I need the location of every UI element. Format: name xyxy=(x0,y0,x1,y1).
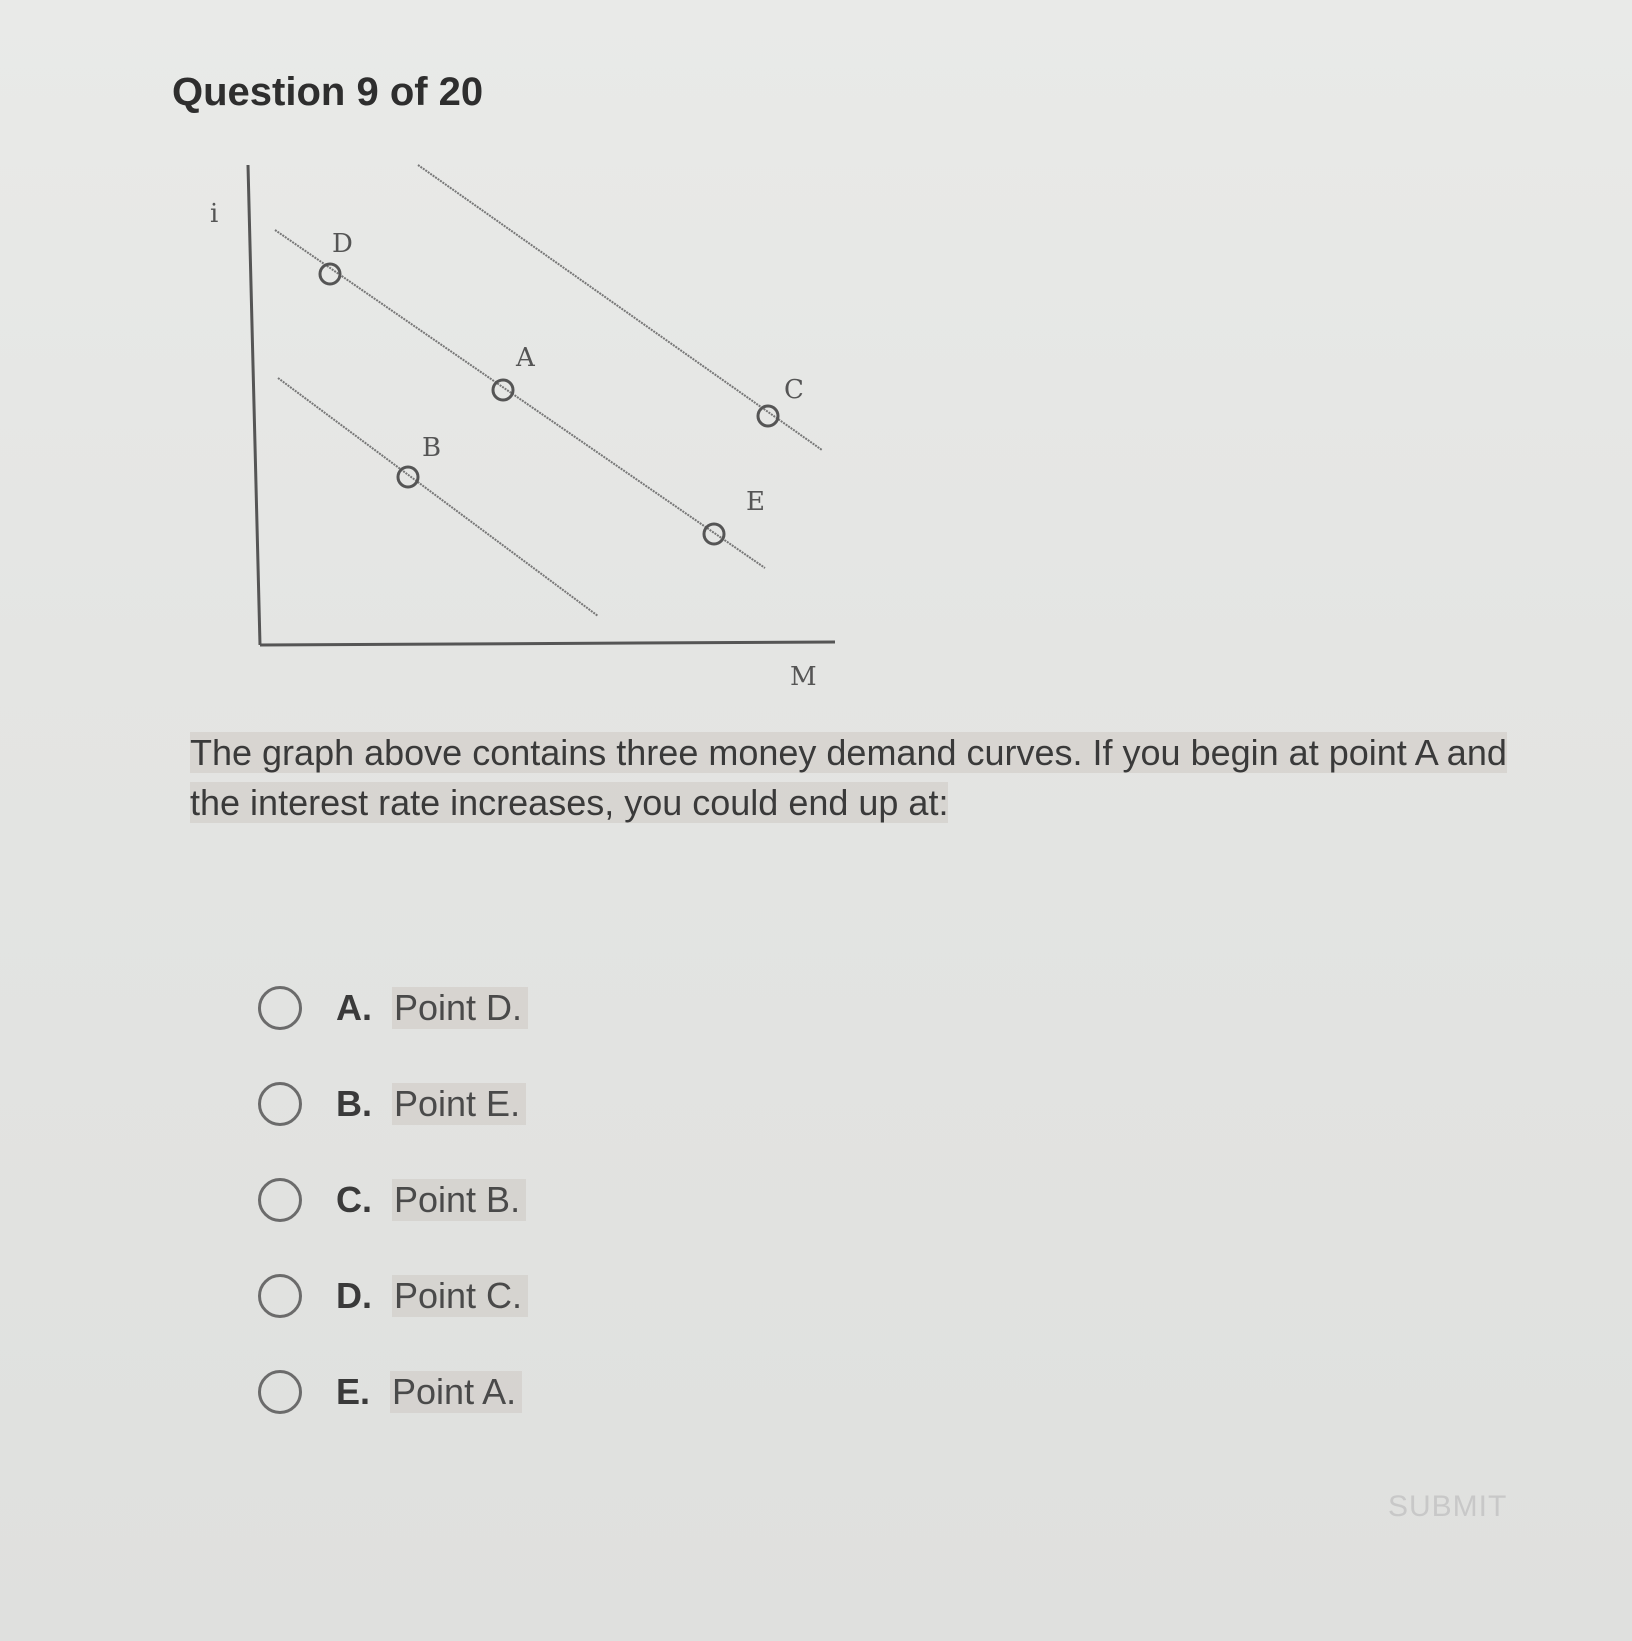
radio-button-icon[interactable] xyxy=(258,1370,302,1414)
radio-button-icon[interactable] xyxy=(258,986,302,1030)
option-a[interactable] xyxy=(258,960,958,1056)
option-text: Point B. xyxy=(392,1179,526,1221)
question-prompt-text: The graph above contains three money demand curves. If you begin at point A and the interest rate increases, you could end up at: xyxy=(190,732,1507,823)
graph-svg xyxy=(190,150,850,690)
point-b-label: B xyxy=(422,433,442,463)
option-letter: E. xyxy=(336,1371,371,1412)
radio-button-icon[interactable] xyxy=(258,1082,302,1126)
answer-options xyxy=(258,960,958,1440)
option-b[interactable] xyxy=(258,1056,958,1152)
point-c-label: C xyxy=(784,375,804,405)
point-b-marker xyxy=(398,467,418,487)
option-letter: A. xyxy=(336,987,372,1028)
point-e-marker xyxy=(704,524,724,544)
option-letter: B. xyxy=(336,1083,372,1124)
money-demand-graph xyxy=(190,150,850,690)
question-prompt xyxy=(190,728,1520,828)
point-a-marker xyxy=(493,380,513,400)
option-text: Point A. xyxy=(390,1371,522,1413)
y-axis xyxy=(248,165,260,645)
point-d-label: D xyxy=(332,229,353,259)
x-axis xyxy=(260,642,835,645)
option-letter: D. xyxy=(336,1275,372,1316)
demand-curve-middle xyxy=(275,230,765,568)
option-text: Point C. xyxy=(392,1275,528,1317)
point-a-label: A xyxy=(516,343,535,373)
option-text: Point D. xyxy=(392,987,528,1029)
x-axis-label: M xyxy=(790,662,817,690)
radio-button-icon[interactable] xyxy=(258,1274,302,1318)
radio-button-icon[interactable] xyxy=(258,1178,302,1222)
option-c[interactable] xyxy=(258,1152,958,1248)
option-text: Point E. xyxy=(392,1083,526,1125)
submit-button[interactable]: SUBMIT xyxy=(1388,1490,1508,1523)
question-title: Question 9 of 20 xyxy=(172,70,484,114)
demand-curve-lower xyxy=(278,378,598,616)
y-axis-label: i xyxy=(210,199,219,229)
option-letter: C. xyxy=(336,1179,372,1220)
option-d[interactable] xyxy=(258,1248,958,1344)
option-e[interactable] xyxy=(258,1344,958,1440)
point-e-label: E xyxy=(746,487,765,517)
